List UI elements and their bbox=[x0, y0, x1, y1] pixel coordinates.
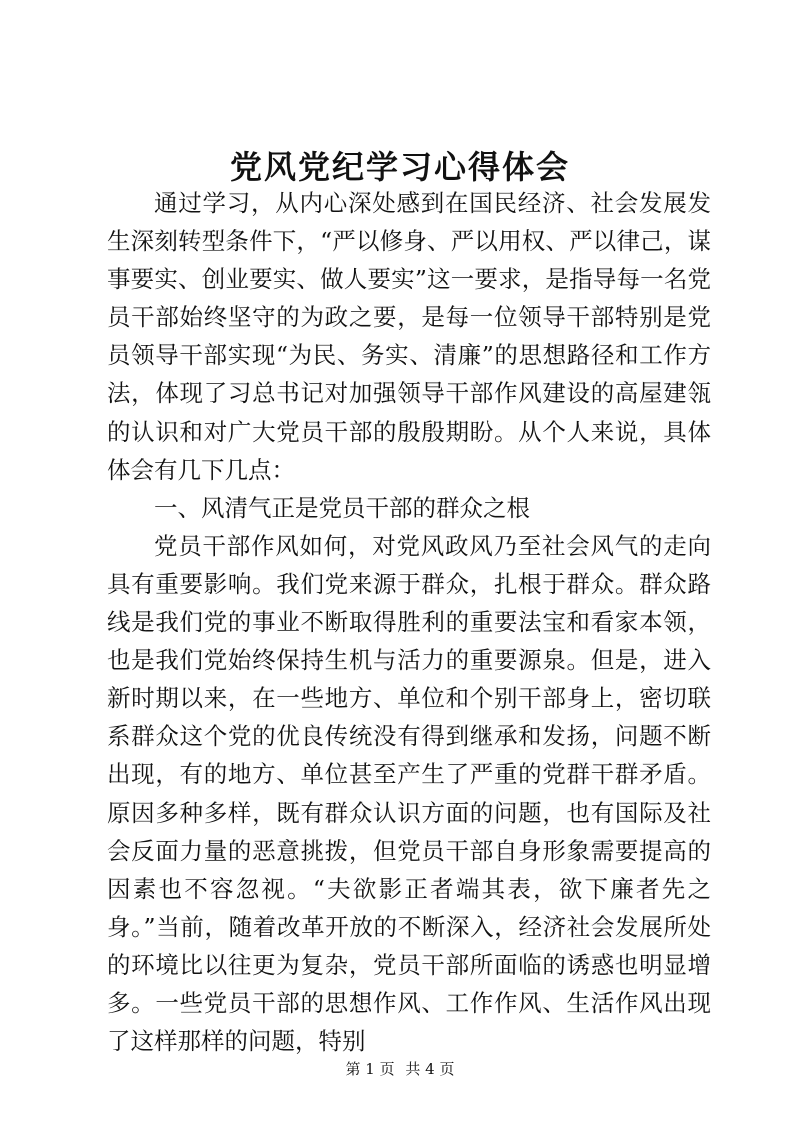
document-body bbox=[107, 184, 711, 1060]
section-paragraph-1: 党员干部作风如何，对党风政风乃至社会风气的走向具有重要影响。我们党来源于群众，扎根于群众。群众路线是我们党的事业不断取得胜利的重要法宝和看家本领，也是我们党始终保持生机与活力的重要源泉。但是，进入新时期以来，在一些地方、单位和个别干部身上，密切联系群众这个党的优良传统没有得到继承和发扬，问题不断出现，有的地方、单位甚至产生了严重的党群干群矛盾。原因多种多样，既有群众认识方面的问题，也有国际及社会反面力量的恶意挑拨，但党员干部自身形象需要提高的因素也不容忽视。“夫欲影正者端其表，欲下廉者先之身。”当前，随着改革开放的不断深入，经济社会发展所处的环境比以往更为复杂，党员干部所面临的诱惑也明显增多。一些党员干部的思想作风、工作作风、生活作风出现了这样那样的问题，特别 bbox=[107, 531, 711, 1056]
page-number: 第 1 页 bbox=[345, 1060, 395, 1078]
page-total: 共 4 页 bbox=[405, 1060, 455, 1078]
page-footer bbox=[0, 1058, 800, 1079]
intro-paragraph: 通过学习，从内心深处感到在国民经济、社会发展发生深刻转型条件下，“严以修身、严以用权、严以律己，谋事要实、创业要实、做人要实”这一要求，是指导每一名党员干部始终坚守的为政之要，是每一位领导干部特别是党员领导干部实现“为民、务实、清廉”的思想路径和工作方法，体现了习总书记对加强领导干部作风建设的高屋建瓴的认识和对广大党员干部的殷殷期盼。从个人来说，具体体会有几下几点： bbox=[107, 189, 711, 484]
section-heading-1: 一、风清气正是党员干部的群众之根 bbox=[154, 493, 530, 522]
page-title: 党风党纪学习心得体会 bbox=[229, 148, 570, 186]
